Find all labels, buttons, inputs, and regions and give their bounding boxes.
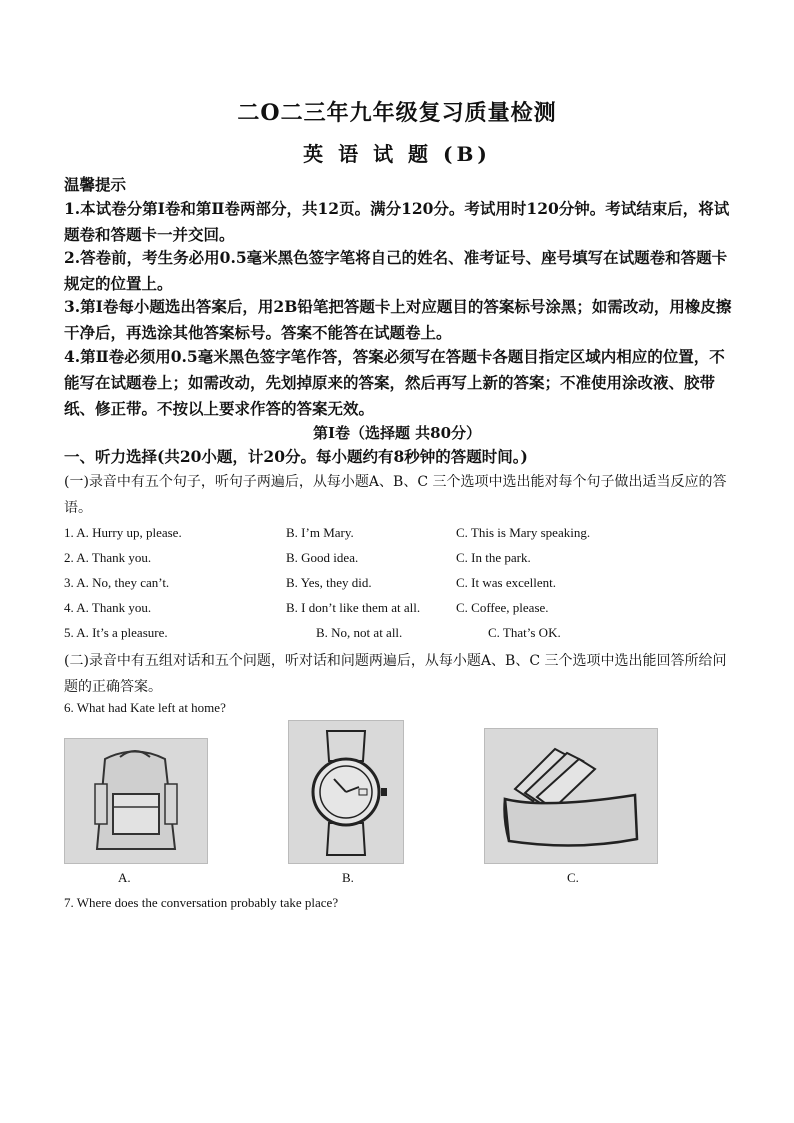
q3-option-b: B. Yes, they did. bbox=[286, 575, 372, 590]
sub2-instruction: (二)录音中有五组对话和五个问题，听对话和问题两遍后，从每小题A、B、C 三个选项中选出能回答所给问题的正确答案。 bbox=[64, 653, 727, 695]
part1-heading: 第Ⅰ卷（选择题 共80分） bbox=[312, 424, 482, 442]
watch-icon bbox=[289, 721, 403, 863]
picture-b-label: B. bbox=[342, 870, 354, 885]
exam-title: 二O二三年九年级复习质量检测 bbox=[237, 100, 557, 126]
picture-b bbox=[288, 720, 404, 864]
q5-option-b: B. No, not at all. bbox=[316, 625, 403, 640]
picture-a bbox=[64, 738, 208, 864]
q2-option-c: C. In the park. bbox=[456, 550, 531, 565]
q3-option-c: C. It was excellent. bbox=[456, 575, 556, 590]
tip-2: 2.答卷前，考生务必用0.5毫米黑色签字笔将自己的姓名、准考证号、座号填写在试题卷和答题卡规定的位置上。 bbox=[64, 248, 728, 293]
wallet-icon bbox=[485, 729, 657, 863]
tips-heading: 温馨提示 bbox=[64, 175, 127, 194]
q5-option-a: 5. A. It’s a pleasure. bbox=[64, 625, 168, 640]
q2-option-b: B. Good idea. bbox=[286, 550, 359, 565]
picture-a-label: A. bbox=[118, 870, 131, 885]
q1-option-b: B. I’m Mary. bbox=[286, 525, 354, 540]
q4-option-a: 4. A. Thank you. bbox=[64, 600, 152, 615]
exam-subtitle: 英 语 试 题 (B) bbox=[303, 142, 491, 166]
q4-option-b: B. I don’t like them at all. bbox=[286, 600, 421, 615]
picture-c-label: C. bbox=[567, 870, 579, 885]
q1-option-c: C. This is Mary speaking. bbox=[456, 525, 591, 540]
tip-1: 1.本试卷分第Ⅰ卷和第Ⅱ卷两部分，共12页。满分120分。考试用时120分钟。考试结束后，将试题卷和答题卡一并交回。 bbox=[64, 199, 730, 244]
picture-c bbox=[484, 728, 658, 864]
q3-option-a: 3. A. No, they can’t. bbox=[64, 575, 170, 590]
section1-heading: 一、听力选择(共20小题，计20分。每小题约有8秒钟的答题时间。) bbox=[64, 447, 528, 466]
sub1-instruction: (一)录音中有五个句子，听句子两遍后，从每小题A、B、C 三个选项中选出能对每个句子做出适当反应的答语。 bbox=[64, 474, 727, 516]
backpack-icon bbox=[65, 739, 207, 863]
tip-4: 4.第Ⅱ卷必须用0.5毫米黑色签字笔作答，答案必须写在答题卡各题目指定区域内相应的位置，不能写在试题卷上；如需改动，先划掉原来的答案，然后再写上新的答案；不准使用涂改液、胶带纸、修正带。不按以上要求作答的答案无效。 bbox=[64, 347, 725, 418]
q1-option-a: 1. A. Hurry up, please. bbox=[64, 525, 182, 540]
question-6: 6. What had Kate left at home? bbox=[64, 700, 226, 715]
question-7: 7. Where does the conversation probably take place? bbox=[64, 895, 339, 910]
q4-option-c: C. Coffee, please. bbox=[456, 600, 549, 615]
q2-option-a: 2. A. Thank you. bbox=[64, 550, 152, 565]
q5-option-c: C. That’s OK. bbox=[488, 625, 561, 640]
tip-3: 3.第Ⅰ卷每小题选出答案后，用2B铅笔把答题卡上对应题目的答案标号涂黑；如需改动，用橡皮擦干净后，再选涂其他答案标号。答案不能答在试题卷上。 bbox=[64, 297, 732, 342]
